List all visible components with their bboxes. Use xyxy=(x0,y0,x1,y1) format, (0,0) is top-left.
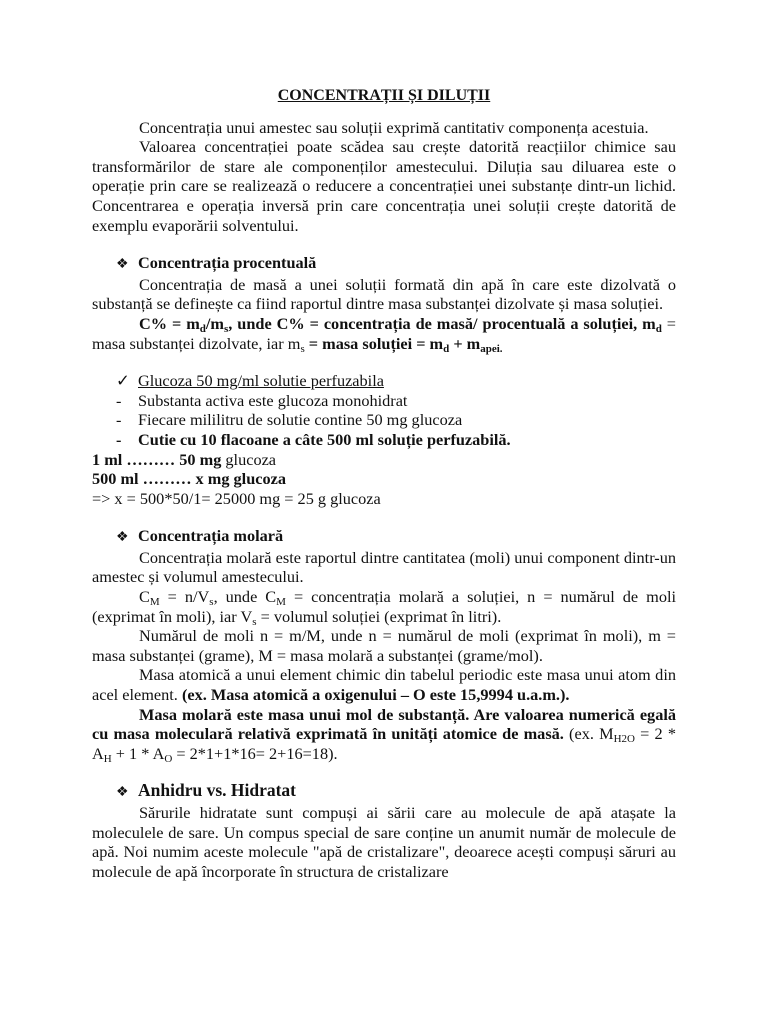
diamond-bullet-icon: ❖ xyxy=(116,257,129,273)
calc-line-2: 500 ml ……… x mg glucoza xyxy=(92,469,286,489)
intro-paragraph-2: Valoarea concentrației poate scădea sau crește datorită reacțiilor chimice sau transformărilor de stare ale componenților amestecului. Diluția sau diluarea este o operație prin care se realizează o reducere a concentrației unei substanțe dintr-un lichid. Concentrarea e operația inversă prin care concentrația unei soluții crește datorită de exemplu evaporării solventului. xyxy=(92,137,676,235)
sec1-formula: $C\% = m_d/m_s$, unde C% = concentrația de masă/ procentuală a soluției, $m_d$ = masa substanței dizolvate, iar $m_s$ = masa soluției = $m_d + m_{apei.}$ xyxy=(92,313,676,355)
calc-line-3: => x = 500*50/1= 25000 mg = 25 g glucoza xyxy=(92,488,381,508)
diamond-bullet-icon: ❖ xyxy=(116,530,129,546)
diamond-bullet-icon: ❖ xyxy=(116,785,129,801)
sec2-paragraph-1: Concentrația molară este raportul dintre cantitatea (moli) unui component dintr-un amestec și volumul amestecului. xyxy=(92,547,676,587)
sec2-formula: $C_M = n/V_s$, unde $C_M$ = concentrația molară a soluției, n = numărul de moli (exprimat în moli), iar $V_s$ = volumul soluției (exprimat în litri). xyxy=(92,587,677,628)
calc-line-1: 1 ml ……… 50 mg glucoza xyxy=(92,449,277,469)
section-heading-label: Anhidru vs. Hidratat xyxy=(138,780,297,801)
page-title: CONCENTRAȚII ȘI DILUȚII xyxy=(277,87,491,104)
list-item: - Cutie cu 10 flacoane a câte 500 ml soluție perfuzabilă. xyxy=(116,429,511,449)
example-list xyxy=(92,391,676,450)
sec2-paragraph-5: Masa molară este masa unui mol de substanță. Are valoarea numerică egală cu masa moleculară relativă exprimată în unități atomice de masă. (ex. $M_{H2O} = 2 * A_H + 1 * A_O = 2*1+1*16= 2+16=18$). xyxy=(92,704,677,765)
sec3-paragraph-1: Sărurile hidratate sunt compuși ai sării care au molecule de apă atașate la moleculele de sare. Un compus special de sare conține un anumit număr de molecule de apă. Noi numim aceste molecule "apă de cristalizare", deoarece acești compuși săruri au molecule de apă încorporate în structura de cristalizare xyxy=(92,803,676,881)
sec2-paragraph-4: Masa atomică a unui element chimic din tabelul periodic este masa unui atom din acel element. (ex. Masa atomică a oxigenului – O este 15,9994 u.a.m.). xyxy=(92,665,676,705)
section-heading-label: Concentrația molară xyxy=(138,526,284,546)
list-item: - Fiecare mililitru de solutie contine 50 mg glucoza xyxy=(116,410,463,430)
section-heading-procentuala xyxy=(92,253,676,275)
sec1-paragraph-1: Concentrația de masă a unei soluții formată din apă în care este dizolvată o substanță se definește ca fiind raportul dintre masa substanței dizolvate și masa soluției. xyxy=(92,274,676,314)
example-label: Glucoza 50 mg/ml solutie perfuzabila xyxy=(138,371,384,391)
section-heading-label: Concentrația procentuală xyxy=(138,253,317,273)
checkmark-icon: ✓ xyxy=(116,371,130,391)
section-heading-molara xyxy=(92,526,676,548)
section-heading-anhidru xyxy=(92,781,676,803)
sec2-paragraph-3: Numărul de moli n = m/M, unde n = numărul de moli (exprimat în moli), m = masa substanței (grame), M = masa molară a substanței (grame/mol). xyxy=(92,626,676,665)
list-item: - Substanta activa este glucoza monohidrat xyxy=(116,390,408,410)
intro-paragraph-1: Concentrația unui amestec sau soluții exprimă cantitativ componența acestuia. xyxy=(139,117,649,137)
example-check-item xyxy=(92,371,676,391)
